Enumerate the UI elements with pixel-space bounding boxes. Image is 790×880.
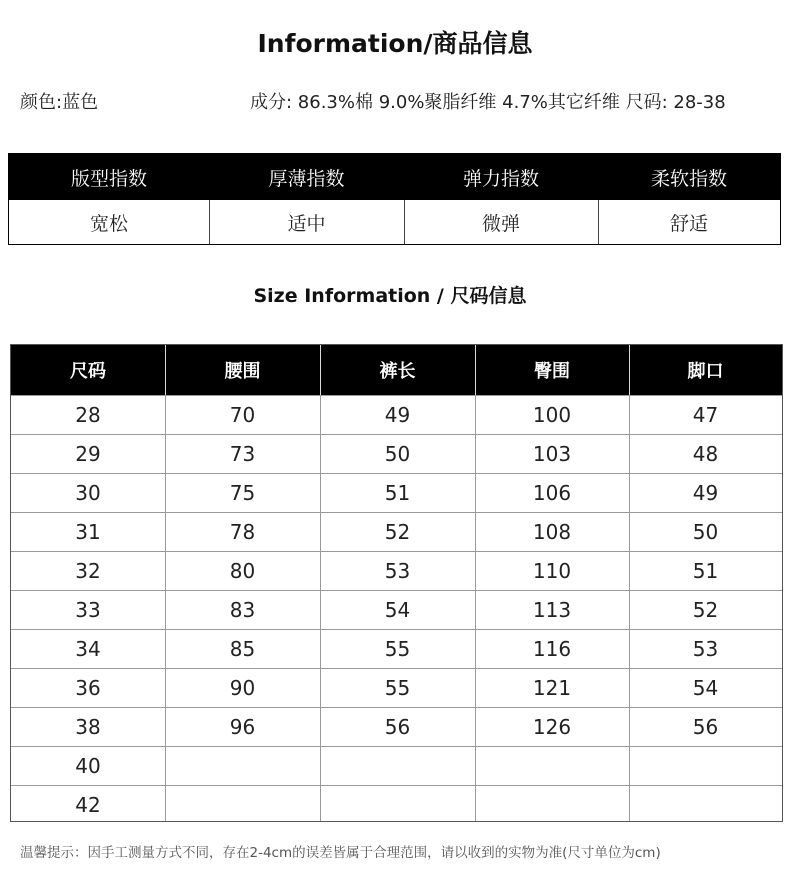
cell-length: 53 (384, 559, 411, 583)
cell-waist (165, 747, 320, 785)
cell-leg-opening: 49 (692, 481, 719, 505)
table-row (11, 590, 782, 629)
cell-leg-opening: 51 (692, 559, 719, 583)
table-row (11, 668, 782, 707)
column-divider (629, 345, 630, 395)
column-divider (209, 200, 210, 244)
value-thickness: 适中 (287, 212, 326, 235)
fabric-table-header (9, 154, 780, 200)
cell-size: 36 (75, 676, 101, 700)
header-thickness-index: 厚薄指数 (268, 167, 345, 190)
cell-hip (475, 747, 629, 785)
header-hip: 臀围 (534, 361, 570, 382)
cell-size: 32 (75, 559, 101, 583)
column-divider (404, 200, 405, 244)
cell-leg-opening (629, 786, 782, 824)
cell-waist: 85 (229, 637, 256, 661)
cell-size: 31 (75, 520, 101, 544)
cell-length: 54 (384, 598, 411, 622)
cell-size: 28 (75, 403, 101, 427)
cell-leg-opening: 54 (692, 676, 719, 700)
cell-length: 52 (384, 520, 411, 544)
value-softness: 舒适 (669, 212, 708, 235)
cell-size: 38 (75, 715, 101, 739)
cell-leg-opening (629, 747, 782, 785)
cell-length: 50 (384, 442, 411, 466)
cell-size: 40 (75, 754, 101, 778)
cell-waist: 96 (229, 715, 256, 739)
fabric-index-table (8, 153, 781, 245)
cell-waist (165, 786, 320, 824)
measurement-note: 温馨提示：因手工测量方式不同，存在2-4cm的误差皆属于合理范围，请以收到的实物为准(尺寸单位为cm) (20, 845, 661, 861)
table-row (11, 434, 782, 473)
table-row (11, 746, 782, 785)
table-row (11, 512, 782, 551)
cell-leg-opening: 48 (692, 442, 719, 466)
header-leg-opening: 脚口 (687, 361, 724, 382)
cell-length (320, 747, 475, 785)
header-waist: 腰围 (224, 361, 261, 382)
table-row (11, 551, 782, 590)
cell-waist: 83 (229, 598, 256, 622)
cell-waist: 78 (229, 520, 256, 544)
cell-hip: 106 (532, 481, 572, 505)
cell-waist: 90 (229, 676, 256, 700)
cell-leg-opening: 47 (692, 403, 719, 427)
column-divider (598, 200, 599, 244)
cell-leg-opening: 52 (692, 598, 719, 622)
table-row (11, 395, 782, 434)
table-row (11, 785, 782, 824)
cell-leg-opening: 56 (692, 715, 719, 739)
cell-hip: 103 (532, 442, 572, 466)
cell-hip: 113 (532, 598, 572, 622)
table-row (11, 629, 782, 668)
cell-hip: 126 (532, 715, 572, 739)
cell-size: 34 (75, 637, 101, 661)
cell-length: 56 (384, 715, 411, 739)
cell-waist: 73 (229, 442, 256, 466)
cell-hip: 100 (532, 403, 572, 427)
column-divider (320, 345, 321, 395)
fabric-table-values (9, 200, 780, 244)
size-table-header (11, 345, 782, 395)
column-divider (629, 395, 630, 821)
header-stretch-index: 弹力指数 (462, 167, 539, 190)
cell-hip: 116 (532, 637, 572, 661)
cell-leg-opening: 50 (692, 520, 719, 544)
table-row (11, 707, 782, 746)
cell-length: 55 (384, 676, 411, 700)
cell-hip: 110 (532, 559, 572, 583)
value-stretch: 微弹 (481, 212, 520, 235)
column-divider (320, 395, 321, 821)
cell-hip: 108 (532, 520, 572, 544)
composition-info: 成分: 86.3%棉 9.0%聚脂纤维 4.7%其它纤维 尺码: 28-38 (250, 92, 726, 113)
table-row (11, 473, 782, 512)
column-divider (475, 395, 476, 821)
cell-waist: 70 (229, 403, 256, 427)
column-divider (475, 345, 476, 395)
cell-hip (475, 786, 629, 824)
cell-waist: 75 (229, 481, 256, 505)
cell-length: 49 (384, 403, 411, 427)
cell-length (320, 786, 475, 824)
header-softness-index: 柔软指数 (650, 167, 727, 190)
header-fit-index: 版型指数 (70, 167, 147, 190)
cell-size: 33 (75, 598, 101, 622)
cell-length: 55 (384, 637, 411, 661)
color-info: 颜色:蓝色 (20, 92, 99, 113)
header-size: 尺码 (70, 361, 106, 382)
cell-waist: 80 (229, 559, 256, 583)
page-title: Information/商品信息 (257, 29, 533, 58)
cell-size: 30 (75, 481, 101, 505)
cell-size: 29 (75, 442, 101, 466)
cell-hip: 121 (532, 676, 572, 700)
size-table (10, 344, 783, 822)
cell-leg-opening: 53 (692, 637, 719, 661)
size-section-title: Size Information / 尺码信息 (253, 285, 527, 307)
column-divider (165, 345, 166, 395)
value-fit: 宽松 (89, 212, 128, 235)
cell-size: 42 (75, 793, 101, 817)
column-divider (165, 395, 166, 821)
cell-length: 51 (384, 481, 411, 505)
header-length: 裤长 (379, 361, 416, 382)
